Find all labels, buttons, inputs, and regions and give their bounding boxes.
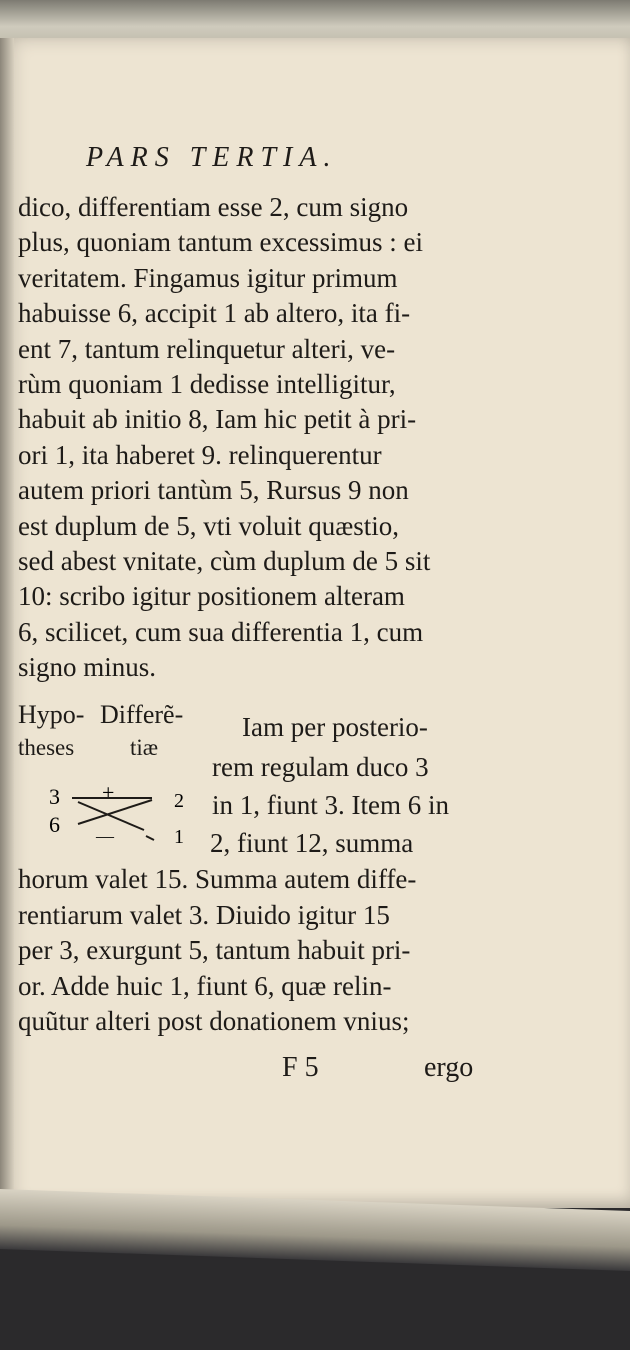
diff-label: Differẽ-: [100, 700, 184, 729]
text-line: horum valet 15. Summa autem diffe-: [18, 864, 417, 894]
text-line: rùm quoniam 1 dedisse intelligitur,: [18, 369, 396, 400]
diff-label-2: tiæ: [130, 735, 159, 760]
text-line: habuisse 6, accipit 1 ab altero, ita fi-: [18, 298, 411, 329]
body-text: [18, 190, 488, 686]
text-line: rentiarum valet 3. Diuido igitur 15: [18, 899, 390, 930]
text-line: 10: scribo igitur positionem alteram: [18, 581, 405, 612]
text-line: ent 7, tantum relinquetur alteri, ve-: [18, 333, 396, 364]
text-line: dico, differentiam esse 2, cum signo: [18, 192, 409, 222]
running-header: PARS TERTIA.: [86, 142, 338, 173]
hyp-value-2: 6: [49, 812, 60, 837]
hyp-right-line: Iam per posterio-: [242, 712, 428, 742]
text-line: autem priori tantùm 5, Rursus 9 non: [18, 475, 409, 506]
text-line: veritatem. Fingamus igitur primum: [18, 262, 398, 293]
text-line: quũtur alteri post donationem vnius;: [18, 1006, 410, 1036]
signature-mark: F 5: [282, 1052, 319, 1083]
text-line: plus, quoniam tantum excessimus : ei: [18, 227, 423, 258]
text-line: 6, scilicet, cum sua differentia 1, cum: [18, 616, 424, 647]
text-line: ori 1, ita haberet 9. relinquerentur: [18, 439, 382, 470]
diff-value-2: 1: [174, 826, 184, 848]
text-line: per 3, exurgunt 5, tantum habuit pri-: [18, 935, 411, 965]
text-line: signo minus.: [18, 652, 157, 683]
diff-value-1: 2: [174, 790, 184, 812]
text-line: or. Adde huic 1, fiunt 6, quæ relin-: [18, 970, 392, 1001]
hyp-label: Hypo-: [18, 700, 85, 729]
minus-sign: —: [96, 826, 114, 846]
cross-lines-icon: [44, 780, 204, 860]
catchword: ergo: [424, 1052, 474, 1083]
text-line: est duplum de 5, vti voluit quæstio,: [18, 510, 400, 541]
hyp-right-line: rem regulam duco 3: [212, 752, 429, 782]
plus-sign: +: [102, 780, 115, 805]
hyp-value-1: 3: [49, 784, 60, 809]
hyp-label-2: theses: [18, 735, 75, 760]
continuation-text: [18, 862, 498, 1040]
text-line: sed abest vnitate, cùm duplum de 5 sit: [18, 546, 431, 577]
page-gutter: [0, 38, 14, 1208]
hyp-right-line: in 1, fiunt 3. Item 6 in: [212, 790, 449, 820]
text-line: habuit ab initio 8, Iam hic petit à pri-: [18, 404, 417, 435]
hyp-right-line: 2, fiunt 12, summa: [210, 828, 414, 858]
